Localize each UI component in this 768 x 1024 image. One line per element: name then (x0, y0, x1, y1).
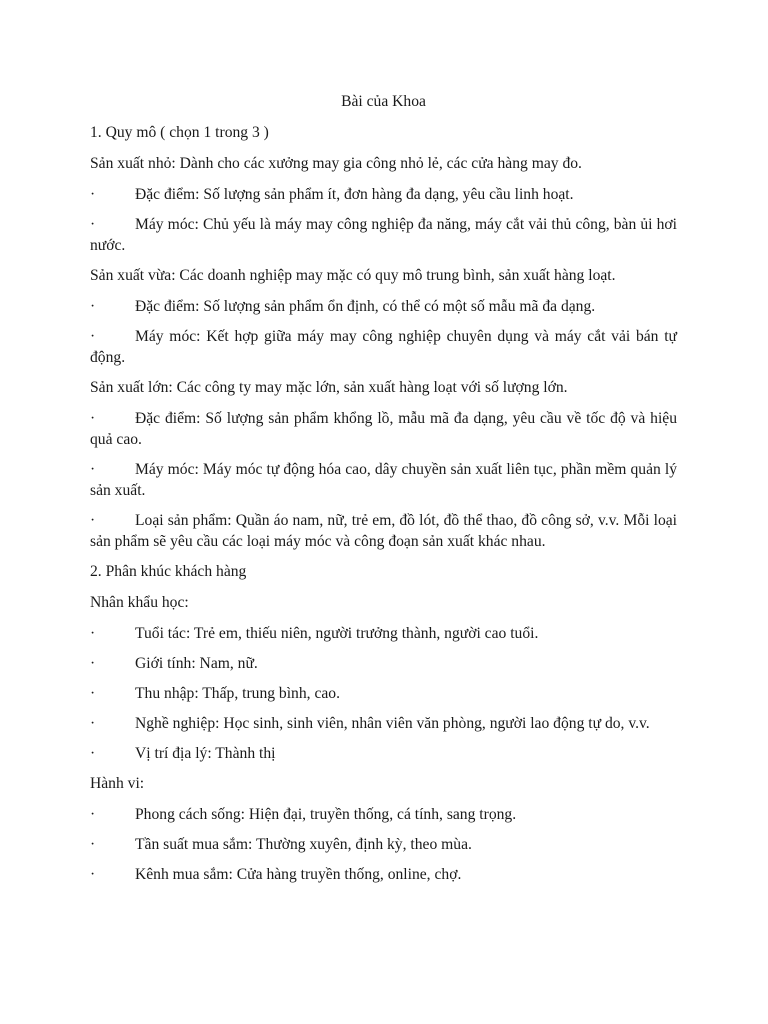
bullet-text: Đặc điểm: Số lượng sản phẩm khổng lồ, mẫu mã đa dạng, yêu cầu về tốc độ và hiệu quả cao. (90, 410, 677, 448)
bullet-dot: · (90, 745, 96, 762)
document-title: Bài của Khoa (341, 93, 426, 110)
bullet-text: Tuổi tác: Trẻ em, thiếu niên, người trưởng thành, người cao tuổi. (135, 625, 539, 642)
bullet-dot: · (90, 836, 96, 853)
bullet-text: Máy móc: Kết hợp giữa máy may công nghiệp chuyên dụng và máy cắt vải bán tự động. (90, 328, 677, 366)
bullet-text: Kênh mua sắm: Cửa hàng truyền thống, online, chợ. (135, 866, 462, 883)
bullet-item (90, 459, 677, 501)
bullet-dot: · (90, 625, 96, 642)
bullet-text: Máy móc: Chủ yếu là máy may công nghiệp đa năng, máy cắt vải thủ công, bàn ủi hơi nước. (90, 216, 677, 254)
section-heading-scale: 1. Quy mô ( chọn 1 trong 3 ) (90, 124, 269, 141)
bullet-dot: · (90, 186, 96, 203)
bullet-dot: · (90, 866, 96, 883)
bullet-text: Đặc điểm: Số lượng sản phẩm ổn định, có thể có một số mẫu mã đa dạng. (135, 298, 596, 315)
bullet-dot: · (90, 685, 96, 702)
bullet-dot: · (90, 216, 96, 233)
bullet-item (90, 804, 677, 825)
bullet-item (90, 408, 677, 450)
bullet-dot: · (90, 512, 96, 529)
bullet-item (90, 296, 677, 317)
demographics-label: Nhân khẩu học: (90, 594, 189, 611)
behavior-label: Hành vi: (90, 775, 145, 792)
bullet-text: Đặc điểm: Số lượng sản phẩm ít, đơn hàng đa dạng, yêu cầu linh hoạt. (135, 186, 574, 203)
bullet-item (90, 510, 677, 552)
bullet-text: Loại sản phẩm: Quần áo nam, nữ, trẻ em, đồ lót, đồ thể thao, đồ công sở, v.v. Mỗi loại sản phẩm sẽ yêu cầu các loại máy móc và công đoạn sản xuất khác nhau. (90, 512, 677, 550)
bullet-text: Tần suất mua sắm: Thường xuyên, định kỳ, theo mùa. (135, 836, 472, 853)
medium-production-intro: Sản xuất vừa: Các doanh nghiệp may mặc có quy mô trung bình, sản xuất hàng loạt. (90, 267, 616, 284)
bullet-dot: · (90, 715, 96, 732)
bullet-item (90, 184, 677, 205)
bullet-item (90, 713, 677, 734)
bullet-item (90, 326, 677, 368)
bullet-text: Máy móc: Máy móc tự động hóa cao, dây chuyền sản xuất liên tục, phần mềm quản lý sản xuất. (90, 461, 677, 499)
bullet-text: Phong cách sống: Hiện đại, truyền thống, cá tính, sang trọng. (135, 806, 517, 823)
bullet-dot: · (90, 461, 96, 478)
bullet-text: Nghề nghiệp: Học sinh, sinh viên, nhân viên văn phòng, người lao động tự do, v.v. (135, 715, 650, 732)
bullet-item (90, 743, 677, 764)
bullet-dot: · (90, 655, 96, 672)
bullet-item (90, 834, 677, 855)
bullet-text: Giới tính: Nam, nữ. (135, 655, 258, 672)
bullet-text: Thu nhập: Thấp, trung bình, cao. (135, 685, 340, 702)
bullet-item (90, 623, 677, 644)
section-heading-segments: 2. Phân khúc khách hàng (90, 563, 247, 580)
bullet-dot: · (90, 298, 96, 315)
small-production-intro: Sản xuất nhỏ: Dành cho các xưởng may gia công nhỏ lẻ, các cửa hàng may đo. (90, 155, 582, 172)
bullet-item (90, 653, 677, 674)
bullet-item (90, 864, 677, 885)
bullet-dot: · (90, 328, 96, 345)
bullet-item (90, 683, 677, 704)
large-production-intro: Sản xuất lớn: Các công ty may mặc lớn, sản xuất hàng loạt với số lượng lớn. (90, 379, 568, 396)
document-body (90, 91, 677, 894)
bullet-item (90, 214, 677, 256)
bullet-dot: · (90, 806, 96, 823)
bullet-text: Vị trí địa lý: Thành thị (135, 745, 276, 762)
bullet-dot: · (90, 410, 96, 427)
